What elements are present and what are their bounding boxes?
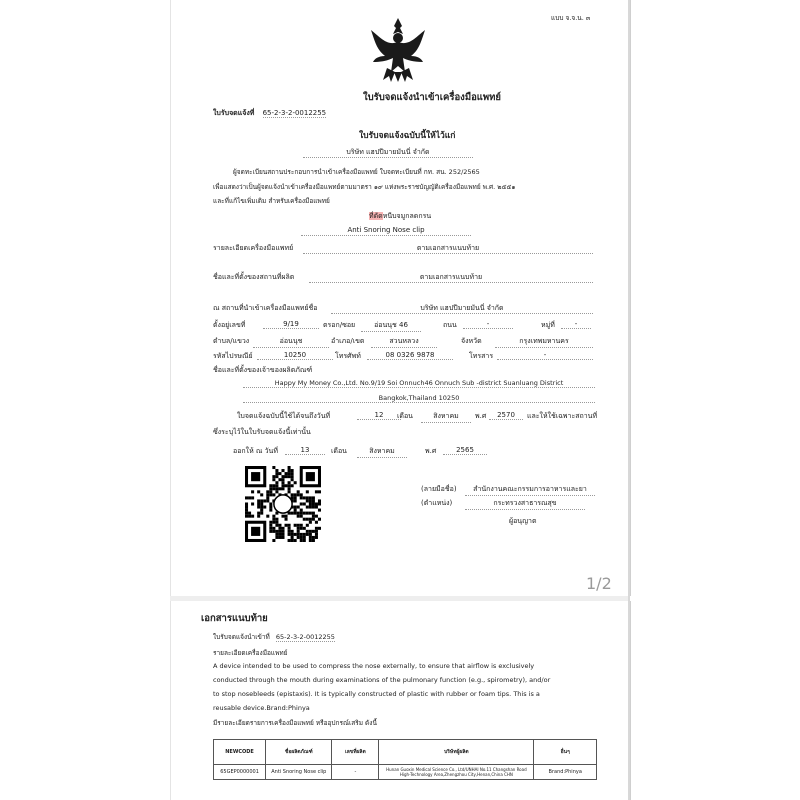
road-label: ถนน — [443, 321, 457, 329]
amend-line: และที่แก้ไขเพิ่มเติม สำหรับเครื่องมือแพทย์ — [213, 197, 330, 205]
province-label: จังหวัด — [461, 337, 482, 345]
annex-number: 65-2-3-2-0012255 — [275, 633, 335, 641]
issued-year: 2565 — [443, 446, 487, 455]
notification-number: 65-2-3-2-0012255 — [262, 109, 327, 117]
moo-value: - — [561, 320, 591, 329]
importer-label: ณ สถานที่นำเข้าเครื่องมือแพทย์ชื่อ — [213, 304, 318, 312]
device-detail-label: รายละเอียดเครื่องมือแพทย์ — [213, 244, 294, 252]
fax-label: โทรสาร — [469, 352, 494, 360]
expiry-line-2: ซึ่งระบุไว้ในใบรับจดแจ้งนี้เท่านั้น — [213, 428, 311, 436]
issued-year-label: พ.ศ — [425, 447, 437, 455]
table-row — [214, 765, 597, 780]
owner-address-line-1: Happy My Money Co.,Ltd. No.9/19 Soi Onnuch46 Onnuch Sub -district Suanluang District — [243, 379, 595, 388]
telephone-value: 08 0326 9878 — [367, 351, 453, 360]
manufacturer-label: ชื่อและที่ตั้งของสถานที่ผลิต — [213, 273, 295, 281]
owner-label: ชื่อและที่ตั้งของเจ้าของผลิตภัณฑ์ — [213, 366, 313, 374]
law-line: เพื่อแสดงว่าเป็นผู้จดแจ้งนำเข้าเครื่องมือแพทย์ตามมาตรา ๑๙ แห่งพระราชบัญญัติเครื่องมือแพทย์ พ.ศ. ๒๕๕๑ — [213, 183, 516, 191]
cell-product-name: Anti Snoring Nose clip — [266, 765, 332, 780]
road-value: - — [463, 320, 513, 329]
license-line: ผู้จดทะเบียนสถานประกอบการนำเข้าเครื่องมือแพทย์ ใบจดทะเบียนที่ กท. สน. 252/2565 — [233, 168, 480, 176]
col-other: อื่นๆ — [534, 740, 597, 765]
issued-label: ออกให้ ณ วันที่ — [233, 447, 278, 455]
document-title: ใบรับจดแจ้งนำเข้าเครื่องมือแพทย์ — [363, 92, 502, 103]
moo-label: หมู่ที่ — [541, 321, 555, 329]
document-subtitle: ใบรับจดแจ้งฉบับนี้ให้ไว้แก่ — [359, 131, 456, 141]
document-page-1 — [170, 0, 631, 596]
soi-value: อ่อนนุช 46 — [361, 320, 421, 332]
cell-lot-number: - — [332, 765, 379, 780]
expiry-year-label: พ.ศ — [475, 412, 487, 420]
issued-month: สิงหาคม — [357, 446, 407, 458]
issued-day: 13 — [285, 446, 325, 455]
annex-description-line-2: conducted through the mouth during examinations of the pulmonary function (e.g., spirometry), and/or — [213, 676, 551, 684]
col-manufacturer: บริษัทผู้ผลิต — [379, 740, 534, 765]
manufacturer-value: ตามเอกสารแนบท้าย — [309, 273, 593, 283]
device-detail-value: ตามเอกสารแนบท้าย — [303, 244, 593, 254]
col-product-name: ชื่อผลิตภัณฑ์ — [266, 740, 332, 765]
cell-other: Brand:Phinya — [534, 765, 597, 780]
cell-newcode: 65GEP0000001 — [214, 765, 266, 780]
col-lot-number: เลขที่ผลิต — [332, 740, 379, 765]
device-name-thai — [369, 212, 431, 221]
signature-value: สำนักงานคณะกรรมการอาหารและยา — [465, 484, 595, 496]
province-value: กรุงเทพมหานคร — [495, 336, 593, 348]
document-page-2 — [170, 601, 631, 800]
garuda-emblem-icon — [367, 16, 429, 84]
device-name-thai-rest: หนีบจมูกลดกรน — [382, 212, 432, 220]
annex-number-label: ใบรับจดแจ้งนำเข้าที่ — [213, 633, 270, 641]
device-name-thai-highlight: ที่ดัด — [369, 212, 383, 220]
issued-month-label: เดือน — [331, 447, 347, 455]
subdistrict-value: อ่อนนุช — [253, 336, 329, 348]
expiry-year: 2570 — [489, 411, 523, 420]
owner-address-line-2: Bangkok,Thailand 10250 — [243, 394, 595, 403]
district-label: อำเภอ/เขต — [331, 337, 365, 345]
authorizer-role: ผู้อนุญาต — [509, 517, 537, 525]
zip-value: 10250 — [257, 351, 333, 360]
soi-label: ตรอก/ซอย — [323, 321, 356, 329]
form-code: แบบ จ.จ.น. ๓ — [551, 14, 591, 22]
address-no-label: ตั้งอยู่เลขที่ — [213, 321, 246, 329]
expiry-day: 12 — [357, 411, 401, 420]
annex-title: เอกสารแนบท้าย — [201, 613, 268, 624]
expiry-month-label: เดือน — [397, 412, 413, 420]
device-items-table — [213, 739, 597, 780]
cell-manufacturer: Hunan Guoxin Medical Science Co., Ltd/UNHAI No.11 Changshan Road High-Technology Area,Zhengzhou City,Henan,China CHN — [379, 765, 534, 780]
viewer-edge — [628, 0, 630, 800]
annex-detail-label: รายละเอียดเครื่องมือแพทย์ — [213, 649, 288, 657]
annex-description-line-4: reusable device.Brand:Phinya — [213, 704, 310, 712]
notification-number-label: ใบรับจดแจ้งที่ — [213, 109, 255, 117]
expiry-month: สิงหาคม — [421, 411, 471, 423]
zip-label: รหัสไปรษณีย์ — [213, 352, 253, 360]
subdistrict-label: ตำบล/แขวง — [213, 337, 250, 345]
signature-label: (ลายมือชื่อ) — [421, 485, 457, 493]
annex-list-label: มีรายละเอียดรายการเครื่องมือแพทย์ หรืออุปกรณ์เสริม ดังนี้ — [213, 719, 377, 727]
annex-description-line-1: A device intended to be used to compress the nose externally, to ensure that airflow is exclusively — [213, 662, 535, 670]
page-indicator: 1/2 — [586, 574, 612, 593]
position-label: (ตำแหน่ง) — [421, 499, 453, 507]
district-value: สวนหลวง — [371, 336, 437, 348]
notification-number-row — [213, 109, 326, 118]
telephone-label: โทรศัพท์ — [335, 352, 361, 360]
col-newcode: NEWCODE — [214, 740, 266, 765]
device-name-english: Anti Snoring Nose clip — [301, 226, 471, 236]
annex-description-line-3: to stop nosebleeds (epistaxis). It is typically constructed of plastic with rubber or foam tips. This is a — [213, 690, 540, 698]
qr-code-icon — [245, 466, 321, 542]
expiry-label: ใบจดแจ้งฉบับนี้ใช้ได้จนถึงวันที่ — [237, 412, 331, 420]
expiry-tail: และให้ใช้เฉพาะสถานที่ — [527, 412, 598, 420]
address-no: 9/19 — [263, 320, 319, 329]
position-value: กระทรวงสาธารณสุข — [465, 498, 585, 510]
fax-value: - — [497, 351, 593, 360]
importer-value: บริษัท แฮปปีมายมันนี่ จำกัด — [331, 304, 593, 314]
table-header-row — [214, 740, 597, 765]
company-name: บริษัท แฮปปีมายมันนี่ จำกัด — [303, 148, 473, 158]
annex-number-row — [213, 633, 335, 641]
